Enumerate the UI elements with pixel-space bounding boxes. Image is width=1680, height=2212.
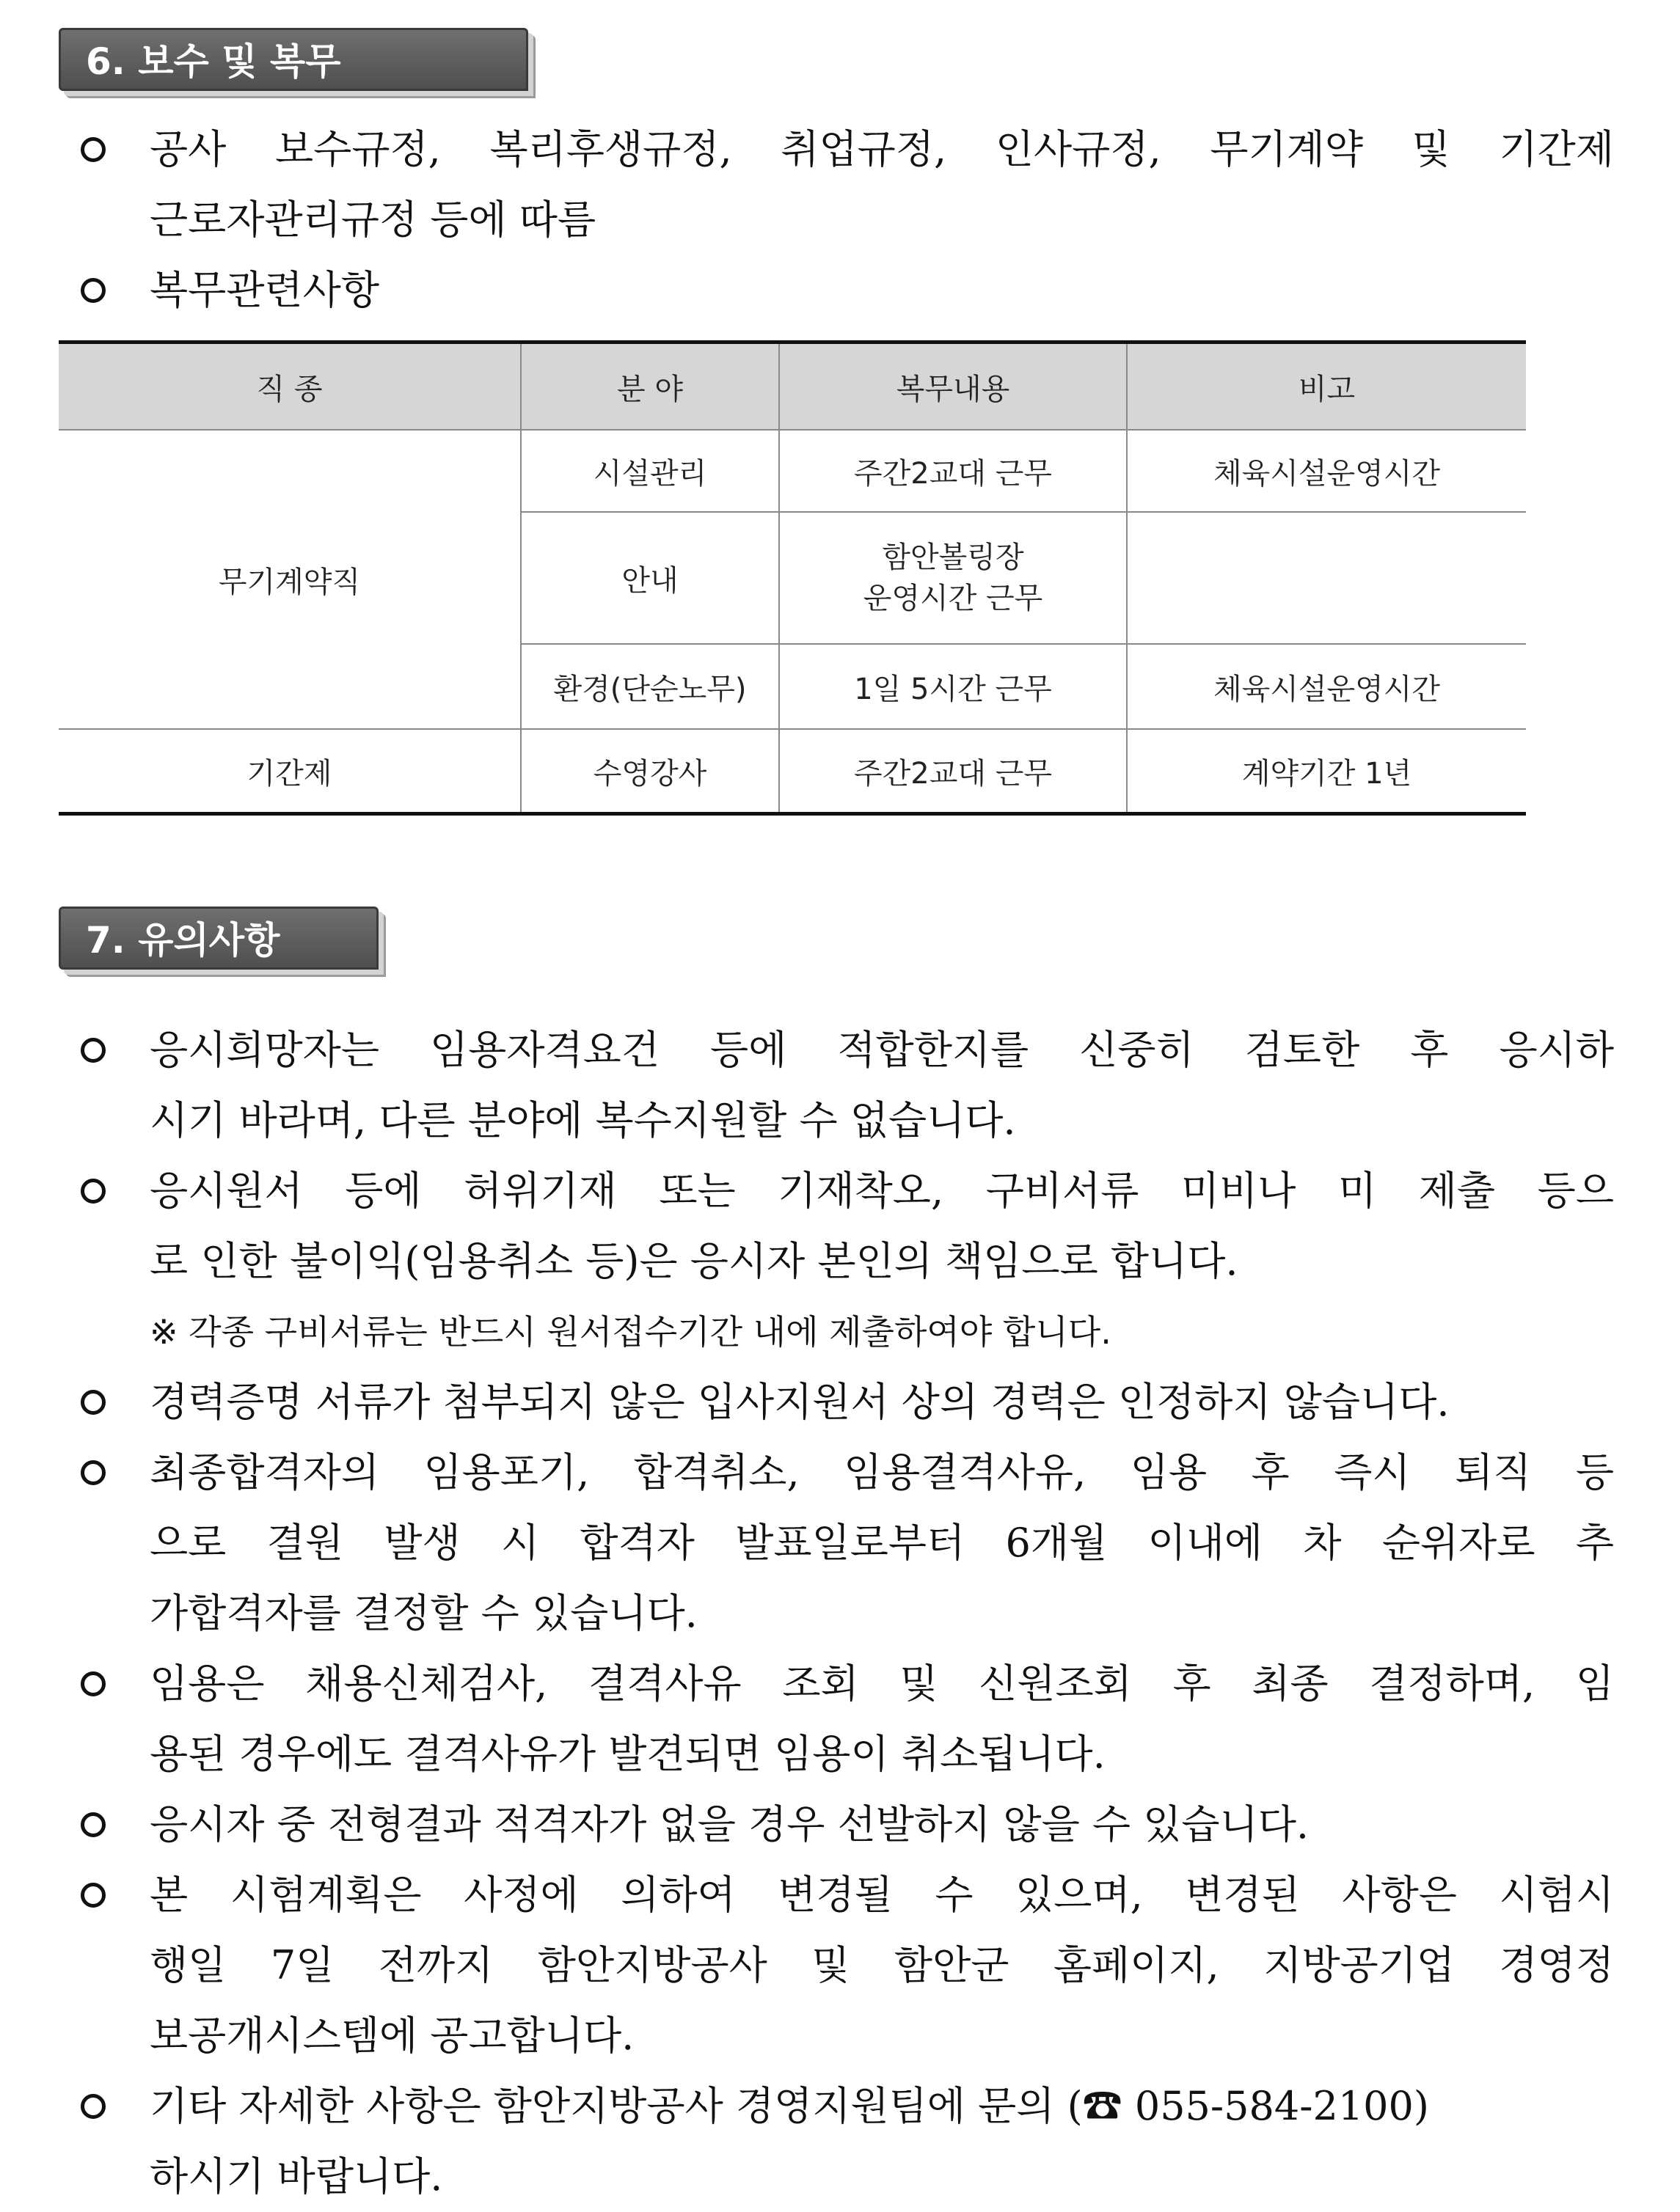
duty-cell: 함안볼링장 운영시간 근무 <box>779 512 1127 644</box>
note-cell <box>1127 512 1526 644</box>
circle-bullet-icon <box>79 1367 150 1438</box>
bullet-item: 응시자 중 전형결과 적격자가 없을 경우 선발하지 않을 수 있습니다. <box>79 1790 1614 1860</box>
job-type-cell: 기간제 <box>59 729 521 814</box>
duty-cell: 1일 5시간 근무 <box>779 644 1127 729</box>
field-cell: 시설관리 <box>521 430 779 512</box>
duty-table <box>59 340 1526 816</box>
table-row <box>59 430 1526 512</box>
duty-cell: 주간2교대 근무 <box>779 729 1127 814</box>
field-cell: 안내 <box>521 512 779 644</box>
bullet-item <box>79 2071 1614 2142</box>
circle-bullet-icon <box>79 1156 150 1226</box>
section-6-text: 공사 보수규정, 복리후생규정, 취업규정, 인사규정, 무기계약 및 기간제 근로자관리규정 등에 따름 복무관련사항 <box>79 114 1614 326</box>
header-note: 비고 <box>1127 343 1526 431</box>
note-cell: 체육시설운영시간 <box>1127 644 1526 729</box>
duty-cell: 주간2교대 근무 <box>779 430 1127 512</box>
circle-bullet-icon <box>79 1438 150 1508</box>
field-cell: 환경(단순노무) <box>521 644 779 729</box>
header-duty: 복무내용 <box>779 343 1127 431</box>
contact-line: 기타 자세한 사항은 함안지방공사 경영지원팀에 문의 (☎ 055-584-2100) <box>150 2083 1429 2129</box>
note-cell: 계약기간 1년 <box>1127 729 1526 814</box>
bullet-item: 응시원서 등에 허위기재 또는 기재착오, 구비서류 미비나 미 제출 등으 <box>79 1156 1614 1226</box>
bullet-item: 복무관련사항 <box>79 255 1614 326</box>
circle-bullet-icon <box>79 114 150 185</box>
bullet-item: 임용은 채용신체검사, 결격사유 조회 및 신원조회 후 최종 결정하며, 임 <box>79 1649 1614 1719</box>
phone-number: 055-584-2100) <box>1122 2083 1429 2129</box>
header-field: 분 야 <box>521 343 779 431</box>
circle-bullet-icon <box>79 1015 150 1085</box>
header-job-type: 직 종 <box>59 343 521 431</box>
bullet-item: 경력증명 서류가 첨부되지 않은 입사지원서 상의 경력은 인정하지 않습니다. <box>79 1367 1614 1438</box>
bullet-item: 응시희망자는 임용자격요건 등에 적합한지를 신중히 검토한 후 응시하 <box>79 1015 1614 1085</box>
circle-bullet-icon <box>79 1790 150 1860</box>
job-type-cell: 무기계약직 <box>59 430 521 729</box>
bullet-item: 공사 보수규정, 복리후생규정, 취업규정, 인사규정, 무기계약 및 기간제 <box>79 114 1614 185</box>
bullet-item: 본 시험계획은 사정에 의하여 변경될 수 있으며, 변경된 사항은 시험시 <box>79 1860 1614 1930</box>
bullet-item: 최종합격자의 임용포기, 합격취소, 임용결격사유, 임용 후 즉시 퇴직 등 <box>79 1438 1614 1508</box>
telephone-icon: ☎ <box>1082 2083 1122 2129</box>
circle-bullet-icon <box>79 2071 150 2142</box>
section-7-heading: 7. 유의사항 <box>59 907 379 970</box>
table-row <box>59 729 1526 814</box>
circle-bullet-icon <box>79 1860 150 1930</box>
circle-bullet-icon <box>79 1649 150 1719</box>
note-line: ※ 각종 구비서류는 반드시 원서접수기간 내에 제출하여야 합니다. <box>150 1312 1111 1352</box>
field-cell: 수영강사 <box>521 729 779 814</box>
circle-bullet-icon <box>79 255 150 326</box>
table-header-row <box>59 343 1526 431</box>
section-6-heading: 6. 보수 및 복무 <box>59 28 528 91</box>
note-cell: 체육시설운영시간 <box>1127 430 1526 512</box>
section-7-text: 응시희망자는 임용자격요건 등에 적합한지를 신중히 검토한 후 응시하 시기 바라며, 다른 분야에 복수지원할 수 없습니다. 응시원서 등에 허위기재 또는 기재착오, 구비서류 미비나 미 제출 등으 로 인한 불이익(임용취소 등)은 응시자 본인의 책임으로 합니다. ※ 각종 구비서류는 반드시 원서접수기간 내에 제출하여야 합니다. 경력증명 서류가 첨부되지 않은 입사지원서 상의 경력은 인정하지 않습니다. 최종합격자의 임용포기, 합격취소, 임용결격사유, 임용 후 즉시 퇴직 등 으로 결원 발생 시 합격자 발표일로부터 6개월 이내에 차 순위자로 추 가합격자를 결정할 수 있습니다. 임용은 채용신체검사, 결격사유 조회 및 신원조회 후 최종 결정하며, 임 용된 경우에도 결격사유가 발견되면 임용이 취소됩니다. 응시자 중 전형결과 적격자가 없을 경우 선발하지 않을 수 있습니다. 본 시험계획은 사정에 의하여 변경될 수 있으며, 변경된 사항은 시험시 행일 7일 전까지 함안지방공사 및 함안군 홈페이지, 지방공기업 경영정 보공개시스템에 공고합니다. 기타 자세한 사항은 함안지방공사 경영지원팀에 문의 (☎ 055-584-2100) 하시기 바랍니다. <box>79 1015 1614 2212</box>
